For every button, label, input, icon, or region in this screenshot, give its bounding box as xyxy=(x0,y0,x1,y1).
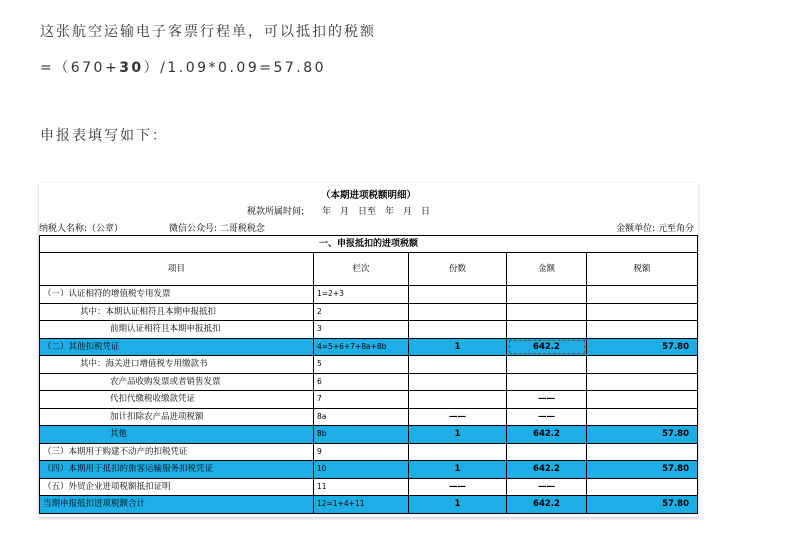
row-amount: 642.2 xyxy=(507,461,587,479)
row-count: 1 xyxy=(409,338,507,356)
taxpayer-label: 纳税人名称:（公章） xyxy=(39,224,124,234)
row-item: 农产品收购发票或者销售发票 xyxy=(40,373,314,391)
row-tax: 57.80 xyxy=(587,461,698,479)
row-column: 7 xyxy=(314,391,409,409)
intro-formula xyxy=(40,57,326,77)
table-row xyxy=(40,321,698,339)
table-row xyxy=(40,286,698,304)
row-item: （五）外贸企业进项税额抵扣证明 xyxy=(40,478,314,496)
row-tax xyxy=(587,408,698,426)
table-row xyxy=(40,391,698,409)
row-tax: 57.80 xyxy=(587,426,698,444)
formula-prefix: =（670+ xyxy=(40,60,120,76)
period-label: 税款所属时间: xyxy=(247,207,305,217)
form-title: （本期进项税额明细） xyxy=(320,190,416,201)
header-amount: 金额 xyxy=(507,253,587,286)
tax-form-image xyxy=(39,183,698,517)
row-tax xyxy=(587,321,698,339)
row-count xyxy=(409,443,507,461)
header-count: 份数 xyxy=(409,253,507,286)
row-amount: —— xyxy=(507,408,587,426)
table-row xyxy=(40,443,698,461)
table-row xyxy=(40,426,698,444)
intro-line-3: 申报表填写如下： xyxy=(40,128,168,144)
row-count xyxy=(409,391,507,409)
row-amount xyxy=(507,373,587,391)
row-count: —— xyxy=(409,408,507,426)
row-item: （四）本期用于抵扣的旅客运输服务扣税凭证 xyxy=(40,461,314,479)
row-tax xyxy=(587,478,698,496)
row-count: —— xyxy=(409,478,507,496)
row-amount: 642.2 xyxy=(507,426,587,444)
section-title: 一、申报抵扣的进项税额 xyxy=(40,236,698,253)
row-column: 12=1+4+11 xyxy=(314,496,409,514)
row-column: 10 xyxy=(314,461,409,479)
row-tax xyxy=(587,303,698,321)
header-column: 栏次 xyxy=(314,253,409,286)
row-amount xyxy=(507,303,587,321)
table-row xyxy=(40,478,698,496)
table-row xyxy=(40,461,698,479)
row-item: 其中：海关进口增值税专用缴款书 xyxy=(40,356,314,374)
row-amount: —— xyxy=(507,391,587,409)
row-count xyxy=(409,321,507,339)
row-amount: 642.2 xyxy=(507,338,587,356)
row-tax xyxy=(587,391,698,409)
wechat-label: 微信公众号: 二哥税税念 xyxy=(169,224,265,234)
row-tax xyxy=(587,443,698,461)
row-item: 加计扣除农产品进项税额 xyxy=(40,408,314,426)
row-column: 4=5+6+7+8a+8b xyxy=(314,338,409,356)
row-amount xyxy=(507,443,587,461)
row-tax xyxy=(587,286,698,304)
row-count: 1 xyxy=(409,496,507,514)
row-amount xyxy=(507,286,587,304)
row-count xyxy=(409,373,507,391)
row-count xyxy=(409,356,507,374)
table-row xyxy=(40,373,698,391)
row-column: 2 xyxy=(314,303,409,321)
intro-line-1: 这张航空运输电子客票行程单，可以抵扣的税额 xyxy=(40,24,376,40)
row-column: 8a xyxy=(314,408,409,426)
table-row xyxy=(40,303,698,321)
period-values: 年 月 日至 年 月 日 xyxy=(322,207,431,217)
formula-suffix: ）/1.09*0.09=57.80 xyxy=(143,60,327,76)
deduction-table xyxy=(39,235,698,514)
row-amount: —— xyxy=(507,478,587,496)
row-item: 其中：本期认证相符且本期申报抵扣 xyxy=(40,303,314,321)
row-column: 5 xyxy=(314,356,409,374)
table-row xyxy=(40,338,698,356)
table-row xyxy=(40,356,698,374)
table-row xyxy=(40,496,698,514)
formula-bold-number: 30 xyxy=(119,60,144,76)
row-item: 当期申报抵扣进项税额合计 xyxy=(40,496,314,514)
row-amount xyxy=(507,321,587,339)
row-column: 11 xyxy=(314,478,409,496)
row-item: （一）认证相符的增值税专用发票 xyxy=(40,286,314,304)
row-column: 8b xyxy=(314,426,409,444)
row-item: 代扣代缴税收缴款凭证 xyxy=(40,391,314,409)
row-count xyxy=(409,286,507,304)
row-item: 前期认证相符且本期申报抵扣 xyxy=(40,321,314,339)
row-column: 1=2+3 xyxy=(314,286,409,304)
row-count: 1 xyxy=(409,461,507,479)
row-item: （二）其他扣税凭证 xyxy=(40,338,314,356)
row-item: （三）本期用于购建不动产的扣税凭证 xyxy=(40,443,314,461)
row-column: 3 xyxy=(314,321,409,339)
table-row xyxy=(40,408,698,426)
header-tax: 税额 xyxy=(587,253,698,286)
row-column: 6 xyxy=(314,373,409,391)
row-count: 1 xyxy=(409,426,507,444)
row-tax xyxy=(587,356,698,374)
row-amount: 642.2 xyxy=(507,496,587,514)
row-column: 9 xyxy=(314,443,409,461)
row-item: 其他 xyxy=(40,426,314,444)
unit-label: 金额单位: 元至角分 xyxy=(616,224,694,234)
row-tax: 57.80 xyxy=(587,496,698,514)
row-tax: 57.80 xyxy=(587,338,698,356)
row-tax xyxy=(587,373,698,391)
header-item: 项目 xyxy=(40,253,314,286)
row-amount xyxy=(507,356,587,374)
row-count xyxy=(409,303,507,321)
